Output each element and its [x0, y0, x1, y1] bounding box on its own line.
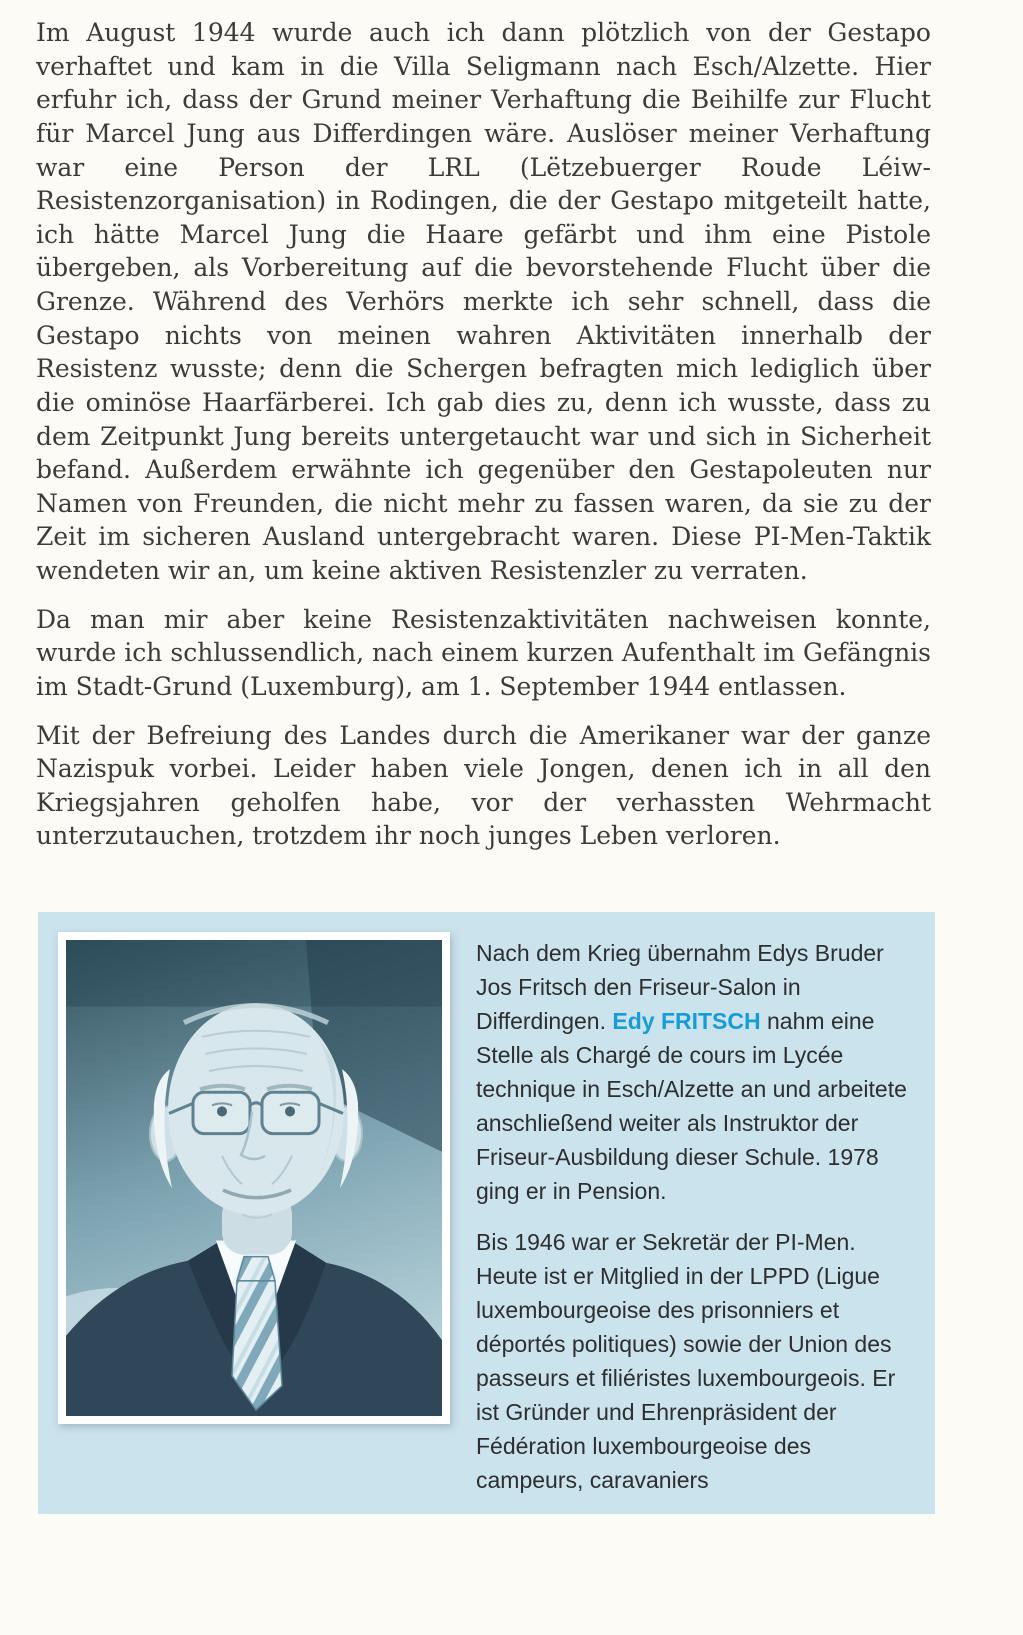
- person-name-highlight: Edy FRITSCH: [612, 1008, 761, 1035]
- body-paragraph-2: Da man mir aber keine Resistenzaktivitäten nachweisen konnte, wurde ich schlussendlich, nach einem kurzen Aufenthalt im Gefängnis im Stadt-Grund (Luxemburg), am 1. September 1944 entlassen.: [36, 604, 931, 701]
- bio-p1-after: nahm eine Stelle als Chargé de cours im Lycée technique in Esch/Alzette an und arbeitete anschließend weiter als Instruktor der Friseur-Ausbildung dieser Schule. 1978 ging er in Pension.: [476, 1008, 907, 1205]
- body-paragraph-1: Im August 1944 wurde auch ich dann plötzlich von der Gestapo verhaftet und kam in die Villa Seligmann nach Esch/Alzette. Hier erfuhr ich, dass der Grund meiner Verhaftung die Beihilfe zur Flucht für Marcel Jung aus Differdingen wäre. Auslöser meiner Verhaftung war eine Person der LRL (Lëtzebuerger Roude Léiw-Resistenzorganisation) in Rodingen, die der Gestapo mitgeteilt hatte, ich hätte Marcel Jung die Haare gefärbt und ihm eine Pistole übergeben, als Vorbereitung auf die bevorstehende Flucht über die Grenze. Während des Verhörs merkte ich sehr schnell, dass die Gestapo nichts von meinen wahren Aktivitäten innerhalb der Resistenz wusste; denn die Schergen befragten mich lediglich über die ominöse Haarfärberei. Ich gab dies zu, denn ich wusste, dass zu dem Zeitpunkt Jung bereits untergetaucht war und sich in Sicherheit befand. Außerdem erwähnte ich gegenüber den Gestapoleuten nur Namen von Freunden, die nicht mehr zu fassen waren, da sie zu der Zeit im sicheren Ausland untergebracht waren. Diese PI-Men-Taktik wendeten wir an, um keine aktiven Resistenzler zu verraten.: [36, 18, 931, 585]
- biography-paragraph-2: Bis 1946 war er Sekretär der PI-Men. Heute ist er Mitglied in der LPPD (Ligue luxembourgeoise des prisonniers et déportés politiques) sowie der Union des passeurs et filiéristes luxembourgeois. Er ist Gründer und Ehrenpräsident der Fédération luxembourgeoise des campeurs, caravaniers: [476, 1229, 896, 1494]
- portrait-photo: [58, 932, 450, 1424]
- bio-p1-before: Nach dem Krieg übernahm Edys Bruder Jos Fritsch den Friseur-Salon in Differdingen.: [476, 940, 884, 1035]
- biography-text: [476, 932, 915, 1515]
- portrait-photo-illustration: [66, 940, 442, 1416]
- biography-paragraph-1: [476, 936, 915, 1208]
- biography-infobox: [38, 912, 935, 1514]
- body-paragraph-3: Mit der Befreiung des Landes durch die Amerikaner war der ganze Nazispuk vorbei. Leider haben viele Jongen, denen ich in all den Kriegsjahren geholfen habe, vor der verhassten Wehrmacht unterzutauchen, trotzdem ihr noch junges Leben verloren.: [36, 720, 931, 851]
